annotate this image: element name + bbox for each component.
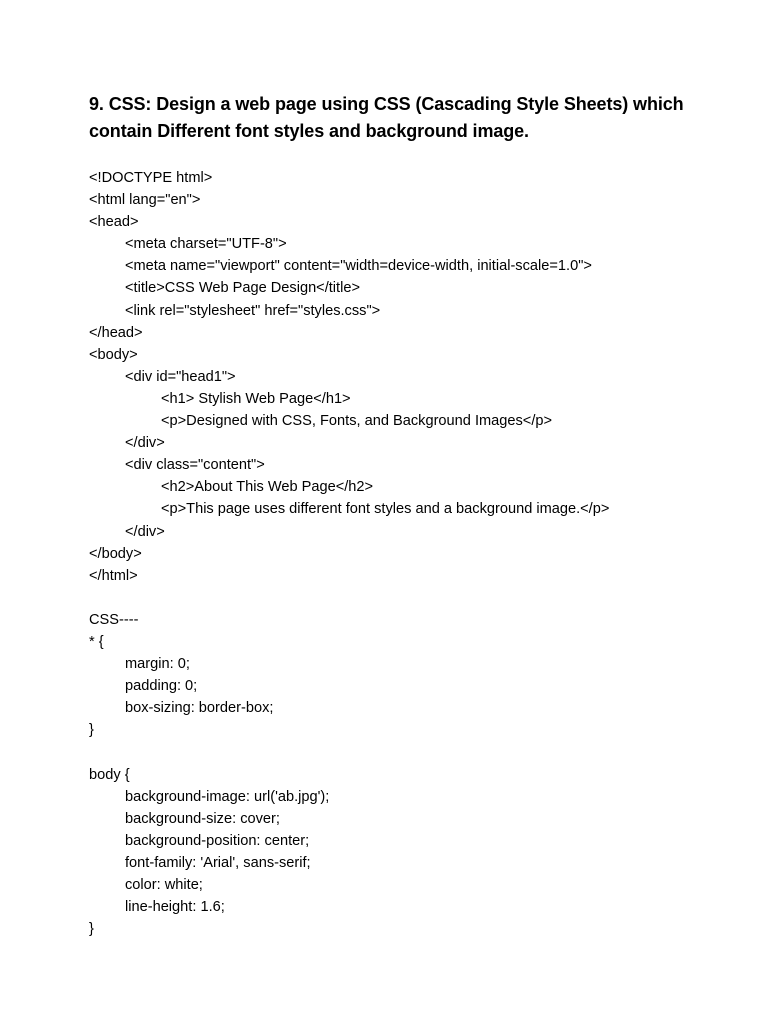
code-line: font-family: 'Arial', sans-serif; [125, 854, 311, 871]
code-line: <meta name="viewport" content="width=device-width, initial-scale=1.0"> [125, 258, 592, 275]
code-line: </body> [89, 545, 142, 562]
code-line: </head> [89, 324, 143, 341]
code-line: <p>This page uses different font styles and a background image.</p> [161, 501, 610, 518]
code-listing [89, 167, 749, 940]
code-line: </div> [125, 523, 165, 540]
code-line: background-size: cover; [125, 810, 280, 827]
code-line: <!DOCTYPE html> [89, 170, 213, 186]
code-line: <p>Designed with CSS, Fonts, and Background Images</p> [161, 413, 553, 430]
code-line: <link rel="stylesheet" href="styles.css"> [125, 302, 381, 319]
code-line: * { [89, 633, 104, 650]
code-line: } [89, 722, 94, 739]
code-line: <head> [89, 214, 139, 231]
code-line: color: white; [125, 877, 203, 893]
code-line: <div class="content"> [125, 457, 265, 474]
code-line: <h2>About This Web Page</h2> [161, 479, 374, 496]
code-line: <div id="head1"> [125, 368, 236, 385]
code-line: <meta charset="UTF-8"> [125, 236, 287, 253]
code-line: <title>CSS Web Page Design</title> [125, 280, 360, 297]
code-line: </div> [125, 435, 165, 452]
question-heading: 9. CSS: Design a web page using CSS (Cascading Style Sheets) which contain Different font styles and background image. [89, 94, 684, 141]
code-line [89, 741, 749, 763]
code-line: } [89, 921, 94, 938]
code-line: <html lang="en"> [89, 192, 201, 209]
code-line: CSS---- [89, 611, 139, 628]
code-line: background-position: center; [125, 832, 310, 849]
code-line: background-image: url('ab.jpg'); [125, 788, 330, 805]
code-line: padding: 0; [125, 678, 198, 695]
code-line: margin: 0; [125, 656, 190, 673]
code-line [89, 587, 749, 609]
code-line: line-height: 1.6; [125, 899, 225, 916]
code-line: body { [89, 766, 130, 783]
code-line: </html> [89, 567, 138, 584]
code-line: box-sizing: border-box; [125, 700, 274, 717]
code-line: <h1> Stylish Web Page</h1> [161, 390, 351, 407]
code-line: <body> [89, 346, 138, 363]
